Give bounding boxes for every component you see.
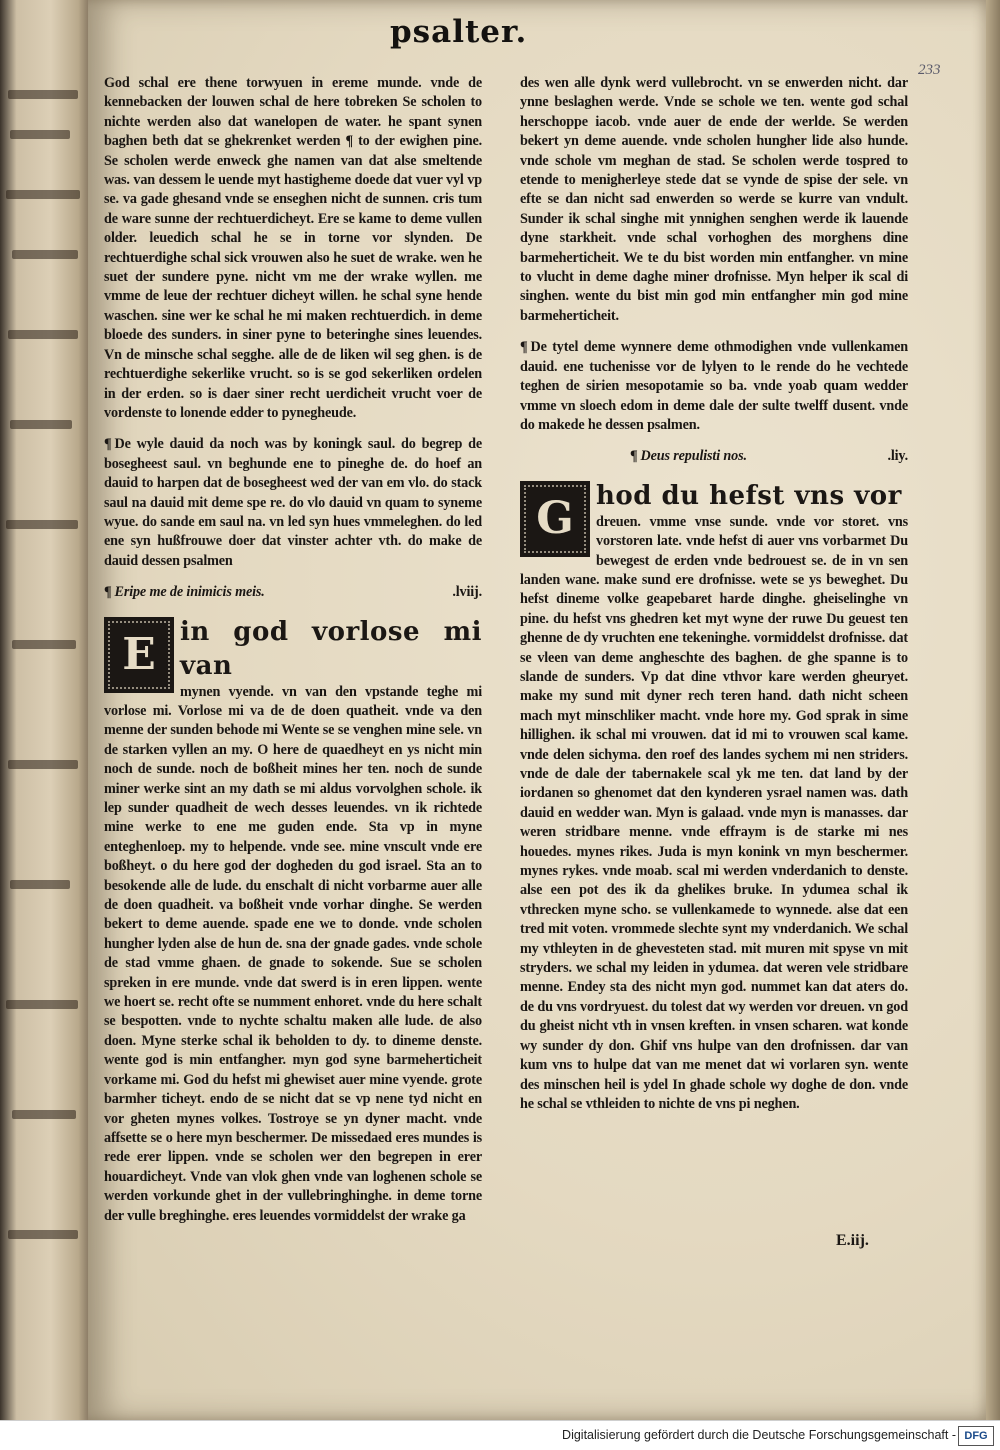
right-rubric-number: .liy. — [887, 448, 908, 465]
footer-credit: Digitalisierung gefördert durch die Deutsche Forschungsgemeinschaft - — [562, 1428, 956, 1442]
book-binding — [0, 0, 92, 1420]
left-psalm-opening — [104, 615, 482, 1226]
right-paragraph-2 — [520, 338, 908, 435]
left-paragraph-3: mynen vyende. vn van den vpstande teghe mi vorlose mi. Vorlose mi va de de doen quatheit. vnde va den menne der sunden behode mi Wente se se venghen mine sele. vn de starken vyllen an my. O here de quaedheyt en ys nicht min noch de sunde. noch de boßheit mines her ten. noch de sunde miner werke sint an my dath se mi aldus vorvolghen schole. ik lep sunder quadheit de wech desses leuendes. vn ik richtede mine werke to ene me guden ende. Sta vp in myne enteghenloep. my to helpende. vnde see. mine vnscult vnde ere boßheyt. o du here god der dogheden du god israel. Sta an to besokende alle de lude. du enschalt di nicht vorbarme auer alle de doen quadheit. va boßheit vnde vorhar dinghe. Se werden bekert to deme auende. spade ene we to donde. vnde scholen hungher lyden alse de hun de. sna der gnade gades. vnde schole de stad vmme ghaen. de gnade to sokende. Sue se scholen spreken in ere munde. vnde dat swerd is in eren lippen. wente we hoert se. recht ofte se numment enhoret. vnde du here schalt se bespotten. vnde to nychte schaltu maken alle lude. de also doen. Myne sterke schal ik beholden to dy. to dineme denste. wente god is min entfangher. myn god syne barmeherticheit vorkame mi. God du hefst mi ghewiset auer mine vyende. grote barmher ticheyt. endo de se nicht dat se vp nene tyd nicht en vor gheten mynes volkes. Tostroye se yn dyner macht. vnde affsette se o here myn beschermer. De missedaed eres mundes is rede erer lippen. vnde se scholen wer den begrepen in erer houardicheyt. Vnde van vlok ghen vnde van loghenen schole se werden vorkunde ghet in der vullebringhinghe. in deme torne der vulle breghinghe. eres leuendes vormiddelst der wrake ga — [104, 683, 482, 1224]
left-rubric-number: .lviij. — [452, 584, 482, 601]
left-paragraph-2-text: De wyle dauid da noch was by koningk saul. do begrep de bosegheest saul. vn beghunde ene to pineghe de. do hoef an dauid to harpen dat de bosegheest wed der van em vlo. do stack saul na dauid mit deme spe re. do vlo dauid vn quam to syneme wyue. do sande em saul na. vn led syn hues vmmeleghen. do led ene syn hußfrouwe doer dat vinster achter vth. do make de dauid dessen psalmen — [104, 436, 482, 569]
pilcrow-icon: ¶ — [520, 339, 528, 356]
decorated-initial-letter: G — [536, 493, 574, 545]
page-edge — [986, 0, 1000, 1420]
decorated-initial-letter: E — [122, 628, 156, 680]
footer-bar — [0, 1420, 1000, 1450]
pilcrow-icon: ¶ — [104, 436, 112, 453]
right-paragraph-1: des wen alle dynk werd vullebrocht. vn se enwerden nicht. dar ynne beslaghen werde. Vnde se schole we ten. wente god schal herschoppe iacob. vnde auer de ende der werlde. Se werden bekert yn deme auende. vnde scholen hungher lide also hunde. vnde schole vm meghan de stad. Se scholen werde tospred to etende to menigherleye stede dat se vynde de spise der sele. vn efte se dan nicht sad enwerden so werde se kurre van vndult. Sunder ik schal singhe mit ynnighen senghen werde ik lauende dyne starkheit. vnde schal vorhoghen des morghens dine barmeherticheit. We te du bist worden min entfangher. vn mine to vlucht in deme daghe miner drofnisse. Myn helper ik scal di singhen. wente du bist min god min entfangher min god mine barmeherticheit. — [520, 75, 908, 324]
decorated-initial — [520, 481, 590, 557]
right-incipit: hod du hefst vns vor — [596, 480, 902, 511]
left-rubric-text: Eripe me de inimicis meis. — [114, 584, 265, 601]
left-rubric-title — [104, 583, 265, 602]
folio-number: 233 — [918, 62, 941, 78]
signature-mark: E.iij. — [836, 1232, 869, 1249]
right-paragraph-3: dreuen. vmme vnse sunde. vnde vor storet. vns vorstoren late. vnde hefst di auer vns vorbarmet Du bewegest de erden vnde bedrouest se. de in vn sen landen wane. make sund ere drofnisse. wete se ys beweghet. Du hefst dineme volke geapebaret harde dinghe. gheiselinghe vn pine. du hefst vns ghedren ket myt wyne der ruwe Du geuest ten ghenne de dy vruchten ene tekeninghe. vormiddelst drofnisse. dat se vleen van deme angheschte des baghen. de ghe spanne is to slande de sunders. Vp dat dine vthvor kare werden gheuryet. make my sund mit dyner rech teren hand. dath nicht scheen mach myt minschliker macht. vnde hore my. God sprak in sime hillighen. ik schal mi vrouwen. dat id mi to vrouwen scal kame. vnde delen sichyma. den roef des landes sychem mi nen striders. vnde de dale der tabernakele scal yk me ten. dat land by der iordanen so ghenomet dat den kynderen ysrael namen was. dath dauid en wedder wan. Myn is galaad. vnde myn is manasses. dar weren stridbare menne. vnde effraym is de starke mi nes houedes. mynes rikes. Juda is myn konink vn myn beschermer. mynes rykes. vnde moab. scal mi werden vnderdanich to denste. alse een pot des ik da ghelikes bruke. In ydumea schal ik vthrecken myne scho. se vullenkamede to wynnede. alse dat een tred mit voten. vrommede slechte synt my vnderdanich. We schal my vthleyten in de ghevesteten stad. mit muren mit spyse vn mit stryders. we schal my leiden in ydumea. dat weren vele stridbare menne. Endey sta des nicht myn god. nummet kan dat aters do. de du vns vordryuest. du tolest dat wy werden vor dreuen. vn god du gheist nicht vth in vnsen kreften. in vnsen scharen. wat konde wy sunder dy don. Ghif vns hulpe van den drofnissen. dar van kum vns to hulpe dat van me menet dat wi vorlaren syn. wente des minschen heil is ydel In ghade schole wy doghe de don. vnde he schal se vthleiden to nichte de vns pi neghen. — [520, 513, 908, 1112]
left-paragraph-2 — [104, 435, 482, 571]
right-psalm-opening — [520, 479, 908, 1115]
right-rubric-title — [630, 447, 747, 466]
right-column — [520, 74, 908, 1114]
decorated-initial — [104, 617, 174, 693]
dfg-logo[interactable]: DFG — [958, 1426, 994, 1446]
left-incipit: in god vorlose mi van — [180, 616, 482, 681]
pilcrow-icon: ¶ — [630, 448, 638, 465]
left-column — [104, 74, 482, 1226]
right-paragraph-2-text: De tytel deme wynnere deme othmodighen vnde vullenkamen dauid. ene tuchenisse vor de lylyen to le rende do he vechtede teghen de sirien mesopotamie so ba. vnde yoab quam wedder vmme vn sloech edom in deme dale der sulte twelff dusent. vnde do makede he dessen psalmen. — [520, 339, 908, 433]
right-rubric-text: Deus repulisti nos. — [640, 448, 747, 465]
left-paragraph-1: God schal ere thene torwyuen in ereme munde. vnde de kennebacken der louwen schal de here tobreken Se scholen to nichte werden also dat wanelopen de water. he spant synen baghen beth dat se ghekrenket werden ¶ to der ewighen pine. Se scholen werde enweck ghe namen van dat alse smeltende was. van dessem le uende myt hastigheme doede dat vuer vyl vp se. va gade ghesand vnde se enseghen nicht de sunnen. cris tum de ware sunne der rechtuerdicheyt. Ere se kame to deme vullen older. leuedich schal he se in torne vor slynden. De rechtuerdighe schal sick vrouwen also he suet de wrake. wen he suet der sundere pyne. nicht vm me der wrake wyllen. me vmme de leue der rechtuer dicheyt willen. he schal syne hende waschen. sine wer ke schal he mi maken rechtuerdich. in deme bloede des sunders. in siner pyne to beteringhe sines leuendes. Vn de minsche schal segghe. alle de de liken wil seg ghen. is de rechtuerdighe sekerlike vrucht. so is se god sekerliken ordelen in der erden. so is daer siner recht uerdicheit vrucht voer de vordenste to lonende edder to pynegheude. — [104, 75, 482, 421]
running-header: psalter. — [390, 14, 528, 50]
pilcrow-icon: ¶ — [104, 584, 112, 601]
left-rubric — [104, 583, 482, 602]
right-rubric — [520, 447, 908, 466]
